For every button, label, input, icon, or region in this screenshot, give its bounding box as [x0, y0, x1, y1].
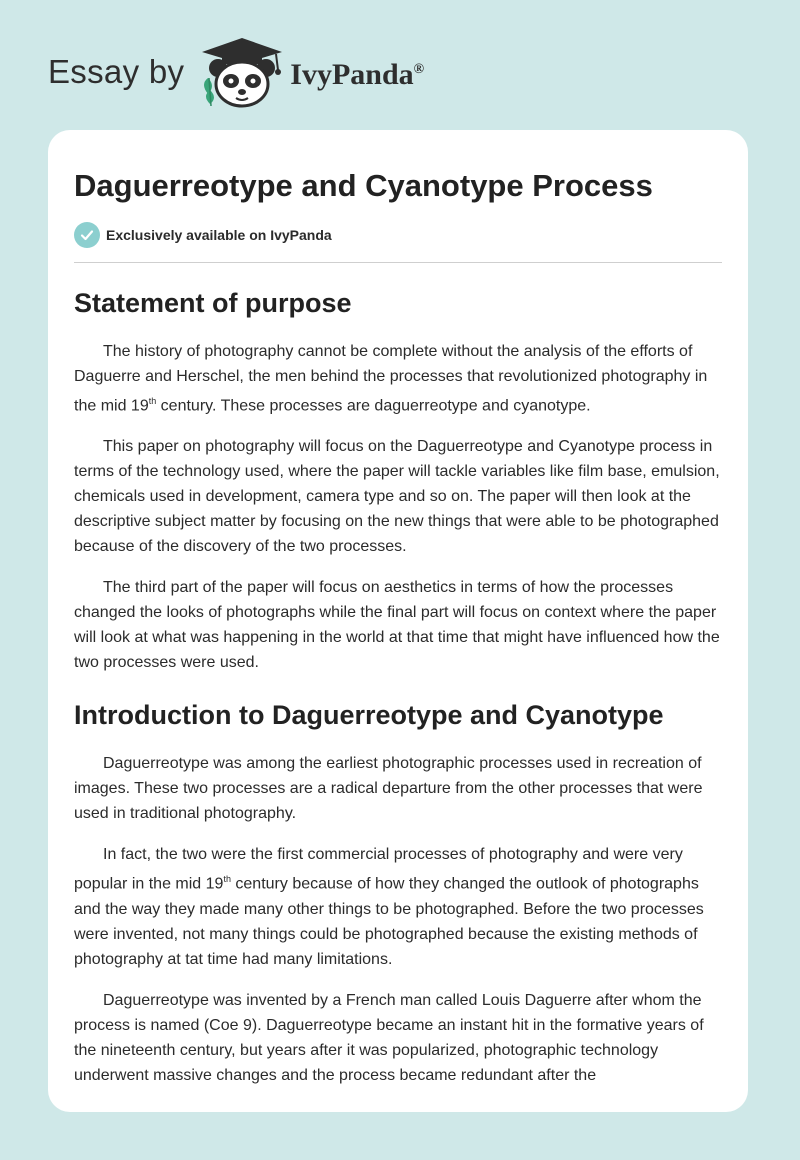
paragraph: The history of photography cannot be complete without the analysis of the efforts of Daguerre and Herschel, the men behind the processes that revolutionized photography in the mid 19th century. These processes are daguerreotype and cyanotype. [74, 343, 708, 415]
paragraph: In fact, the two were the first commercial processes of photography and were very popular in the mid 19th century because of how they changed the outlook of photographs and the way they made many other things to be photographed. Before the two processes were invented, not many things could be photographed because the existing methods of photography at tat time had many limitations. [74, 846, 704, 968]
section-heading: Statement of purpose [74, 288, 352, 318]
exclusive-badge [74, 222, 722, 248]
badge-text: Exclusively available on IvyPanda [106, 227, 332, 243]
divider [74, 262, 722, 263]
page-title: Daguerreotype and Cyanotype Process [74, 168, 653, 203]
paragraph: Daguerreotype was invented by a French man called Louis Daguerre after whom the process is named (Coe 9). Daguerreotype became an instant hit in the formative years of the nineteenth century, but years after it was popularized, photographic technology underwent massive changes and the process became redundant after the [74, 991, 704, 1084]
brand-prefix: Essay by [48, 53, 185, 90]
brand-logo[interactable] [48, 34, 424, 110]
check-circle-icon [74, 222, 100, 248]
paragraph: The third part of the paper will focus on aesthetics in terms of how the processes changed the looks of photographs while the final part will focus on context where the paper will look at what was happening in the world at that time that might have influenced how the two processes were used. [74, 579, 720, 672]
paragraph: This paper on photography will focus on the Daguerreotype and Cyanotype process in terms of the technology used, where the paper will tackle variables like film base, emulsion, chemicals used in development, camera type and so on. The paper will then look at the descriptive subject matter by focusing on the new things that were able to be photographed because of the discovery of the two processes. [74, 438, 720, 556]
essay-card [48, 130, 748, 1112]
panda-logo-icon [196, 34, 288, 110]
brand-name: IvyPanda® [290, 58, 425, 91]
section-heading: Introduction to Daguerreotype and Cyanotype [74, 700, 664, 731]
paragraph: Daguerreotype was among the earliest photographic processes used in recreation of images. These two processes are a radical departure from the other processes that were used in traditional photography. [74, 755, 703, 823]
